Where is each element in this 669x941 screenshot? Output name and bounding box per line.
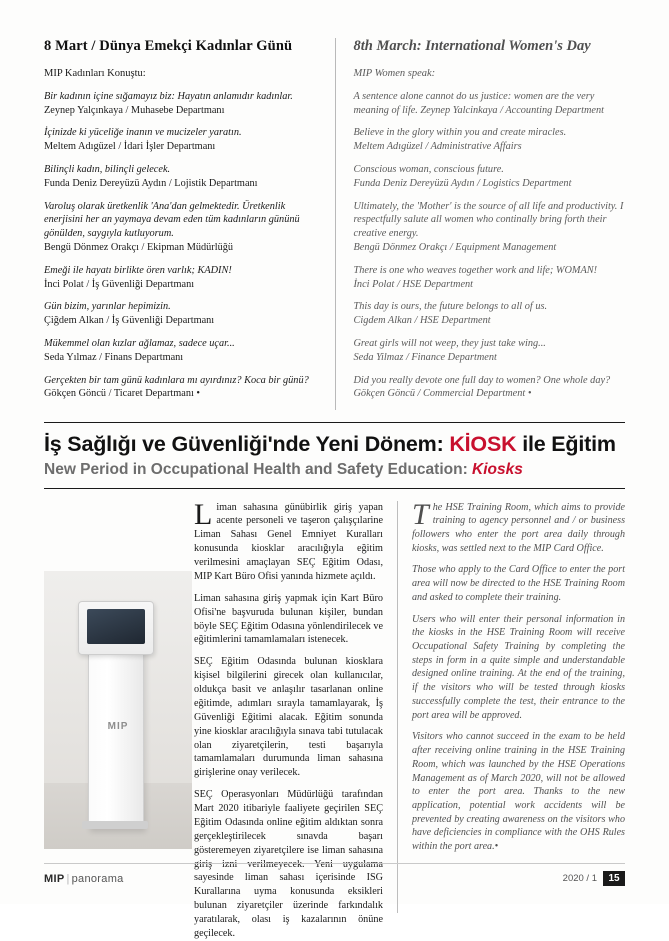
kiosk-screen-housing <box>78 601 154 655</box>
article-paragraph: Liman sahasına giriş yapmak için Kart Büro Ofisi'ne başvuruda bulunan kişiler, bundan böyle SEÇ Eğitim Odasına yönlendirilecek ve eğitimlerini tamamlamaları istenecek. <box>194 592 383 646</box>
quote-text: Mükemmel olan kızlar ağlamaz, sadece uçar... <box>44 338 235 350</box>
womens-day-english-column <box>335 38 626 410</box>
quote-attribution: Seda Yilmaz / Finance Department <box>353 351 497 363</box>
kiosk-base <box>82 821 148 829</box>
quote-text: A sentence alone cannot do us justice: women are the very meaning of life. Zeynep Yalcinkaya / Accounting Department <box>353 90 605 116</box>
quote-item <box>44 126 319 154</box>
quote-item <box>354 264 626 292</box>
article-paragraph: SEÇ Eğitim Odasında bulunan kiosklara kişisel bilgilerini girecek olan kullanıcılar, oldukça basit ve anlaşılır tasarlanan online eğitimde, adımları sırayla tamamlayarak, İş Güvenliği Eğitimi alacak. Eğitim sonunda yine kiosklar aracılığıyla sınava tabi tutulacak olan ziyaretçilerin, testi başarıyla tamamlamaları durumunda liman sahasına girişlerine onay verilecek. <box>194 656 383 779</box>
quote-attribution: Çiğdem Alkan / İş Güvenliği Departmanı <box>44 315 215 327</box>
quote-text: This day is ours, the future belongs to all of us. <box>353 301 548 313</box>
womens-day-title-tr: 8 Mart / Dünya Emekçi Kadınlar Günü <box>44 38 293 54</box>
article-headline-block <box>44 422 625 488</box>
footer-right-group <box>563 871 625 886</box>
womens-day-intro-en: MIP Women speak: <box>353 68 436 79</box>
quote-text: Conscious woman, conscious future. <box>353 164 504 176</box>
womens-day-intro-tr: MIP Kadınları Konuştu: <box>44 68 146 79</box>
article-image-column <box>44 501 194 913</box>
quote-attribution: Cigdem Alkan / HSE Department <box>353 315 491 327</box>
quote-item <box>354 200 626 255</box>
quote-item <box>44 300 319 328</box>
kiosk-logo-label: MIP <box>107 720 129 732</box>
quote-text: Gün bizim, yarınlar hepimizin. <box>44 301 171 313</box>
womens-day-turkish-column <box>44 38 335 410</box>
quote-text: Bir kadının içine sığamayız biz: Hayatın anlamıdır kadınlar. <box>44 90 293 102</box>
headline-tr-prefix: İş Sağlığı ve Güvenliği'nde Yeni Dönem: <box>44 432 450 457</box>
footer-brand-separator: | <box>66 872 70 885</box>
article-paragraph: Users who will enter their personal information in the kiosks in the HSE Training Room will receive Occupational Safety Training by completing the steps in form in a quite simple and understandable designed online training. At the end of the training, if the visitors who will be tested through kiosks successfully complete the test, their entrance to the port area will be approved. <box>412 613 625 721</box>
headline-en-accent: Kiosks <box>472 461 523 479</box>
article-paragraph: Liman sahasına günübirlik giriş yapan acente personeli ve taşeron çalışçılarine Liman Sahası Genel Emniyet Kuralları konusunda kiosklar aracılığıyla eğitim verilmesini amaçlayan SEÇ Eğitim Odası, MIP Kart Büro Ofisi yanında hizmete açıldı. <box>194 497 383 582</box>
quote-attribution: İnci Polat / İş Güvenliği Departmanı <box>44 278 195 290</box>
womens-day-section <box>44 38 625 420</box>
article-english-column <box>397 497 625 913</box>
womens-day-title-en: 8th March: International Women's Day <box>353 38 591 54</box>
footer-issue-label: 2020 / 1 <box>562 873 597 884</box>
article-body <box>44 497 625 939</box>
article-headline-en <box>44 461 625 479</box>
quote-attribution: Seda Yılmaz / Finans Departmanı <box>44 351 184 363</box>
quote-item <box>354 90 626 118</box>
page-footer <box>44 863 625 886</box>
article-headline-tr <box>44 432 625 456</box>
quote-text: Varoluş olarak üretkenlik 'Ana'dan gelmektedir. Üretkenlik enerjisini her an yaymaya devam eden tüm kadınların gününü gönülden, saygıyla kutluyorum. <box>44 200 300 240</box>
headline-divider <box>44 488 625 489</box>
quote-attribution: Meltem Adıgüzel / İdari İşler Departmanı <box>44 141 216 153</box>
footer-brand-mip: MIP <box>44 872 65 885</box>
quote-attribution: Zeynep Yalçınkaya / Muhasebe Departmanı <box>44 104 225 116</box>
quote-item <box>44 90 319 118</box>
quote-item <box>44 200 319 255</box>
quote-attribution: Meltem Adıgüzel / Administrative Affairs <box>353 141 522 153</box>
quote-attribution: Bengü Dönmez Orakçı / Equipment Management <box>353 242 557 254</box>
quote-text: Great girls will not weep, they just take wing... <box>353 338 546 350</box>
quote-attribution: Bengü Dönmez Orakçı / Ekipman Müdürlüğü <box>44 242 234 254</box>
quote-text: Gerçekten bir tam günü kadınlara mı ayırdınız? Koca bir günü? <box>44 374 309 386</box>
quote-attribution: Gökçen Göncü / Commercial Department • <box>353 388 532 400</box>
article-paragraph: Those who apply to the Card Office to enter the port area will now be directed to the HSE Training Room and asked to complete their training. <box>412 564 625 603</box>
quote-text: Ultimately, the 'Mother' is the source of all life and productivity. I respectfully salute all women who continally bring forth their creative energy. <box>353 200 624 240</box>
quote-item <box>354 337 626 365</box>
quote-item <box>354 374 626 402</box>
quote-text: İçinizde ki yüceliğe inanın ve mucizeler yaratın. <box>44 127 242 139</box>
quote-item <box>354 163 626 191</box>
article-turkish-column <box>194 497 397 939</box>
quote-item <box>354 300 626 328</box>
footer-page-number: 15 <box>603 871 625 886</box>
footer-brand-word: panorama <box>71 872 124 885</box>
kiosk-display-icon <box>87 609 145 644</box>
footer-brand <box>44 873 124 885</box>
kiosk-photo <box>44 571 192 849</box>
article-paragraph: The HSE Training Room, which aims to provide training to agency personnel and / or business followers who enter the port area daily through kiosks, was settled next to the MIP Card Office. <box>412 497 625 554</box>
quote-attribution: İnci Polat / HSE Department <box>353 278 474 290</box>
quote-text: Bilinçli kadın, bilinçli gelecek. <box>44 164 171 176</box>
quote-attribution: Funda Deniz Dereyüzü Aydın / Lojistik Departmanı <box>44 177 258 189</box>
headline-en-prefix: New Period in Occupational Health and Safety Education: <box>44 461 473 479</box>
headline-tr-suffix: ile Eğitim <box>516 432 616 457</box>
headline-tr-accent: KİOSK <box>449 432 517 457</box>
quote-item <box>354 126 626 154</box>
quote-attribution: Funda Deniz Dereyüzü Aydın / Logistics Department <box>353 177 572 189</box>
quote-item <box>44 264 319 292</box>
article-paragraph: SEÇ Operasyonları Müdürlüğü tarafından Mart 2020 itibariyle faaliyete geçirilen SEÇ Eğitim Odasında online eğitim aldıktan sonra gerçekleştirilecek sınavda başarı gösteremeyen ziyaretçilere ise liman sahasına giriş izni verilmeyecek. Yeni uygulama sayesinde liman sahası içerisinde ISG Kurallarına uyma konusunda eksikleri bulunan ziyaretçiler üzerinde farkındalık yaratılarak, olası iş kazalarının önüne geçilecek. <box>194 789 383 939</box>
quote-text: Believe in the glory within you and create miracles. <box>353 127 567 139</box>
article-paragraph: Visitors who cannot succeed in the exam to be held after receiving online training in the HSE Training Room, which was launched by the HSE Operations Management as of March 2020, will not be allowed to enter the port area. Thanks to the new application, potential work accidents will be prevented by creating awareness on the visitors who have deficiencies in compliance with the OHS Rules within the port area.• <box>412 731 625 853</box>
quote-text: Did you really devote one full day to women? One whole day? <box>353 374 611 386</box>
quote-item <box>44 163 319 191</box>
quote-item <box>44 374 319 402</box>
quote-item <box>44 337 319 365</box>
quote-text: There is one who weaves together work and life; WOMAN! <box>353 264 598 276</box>
quote-text: Emeği ile hayatı birlikte ören varlık; KADIN! <box>44 264 232 276</box>
quote-attribution: Gökçen Göncü / Ticaret Departmanı • <box>44 388 201 400</box>
